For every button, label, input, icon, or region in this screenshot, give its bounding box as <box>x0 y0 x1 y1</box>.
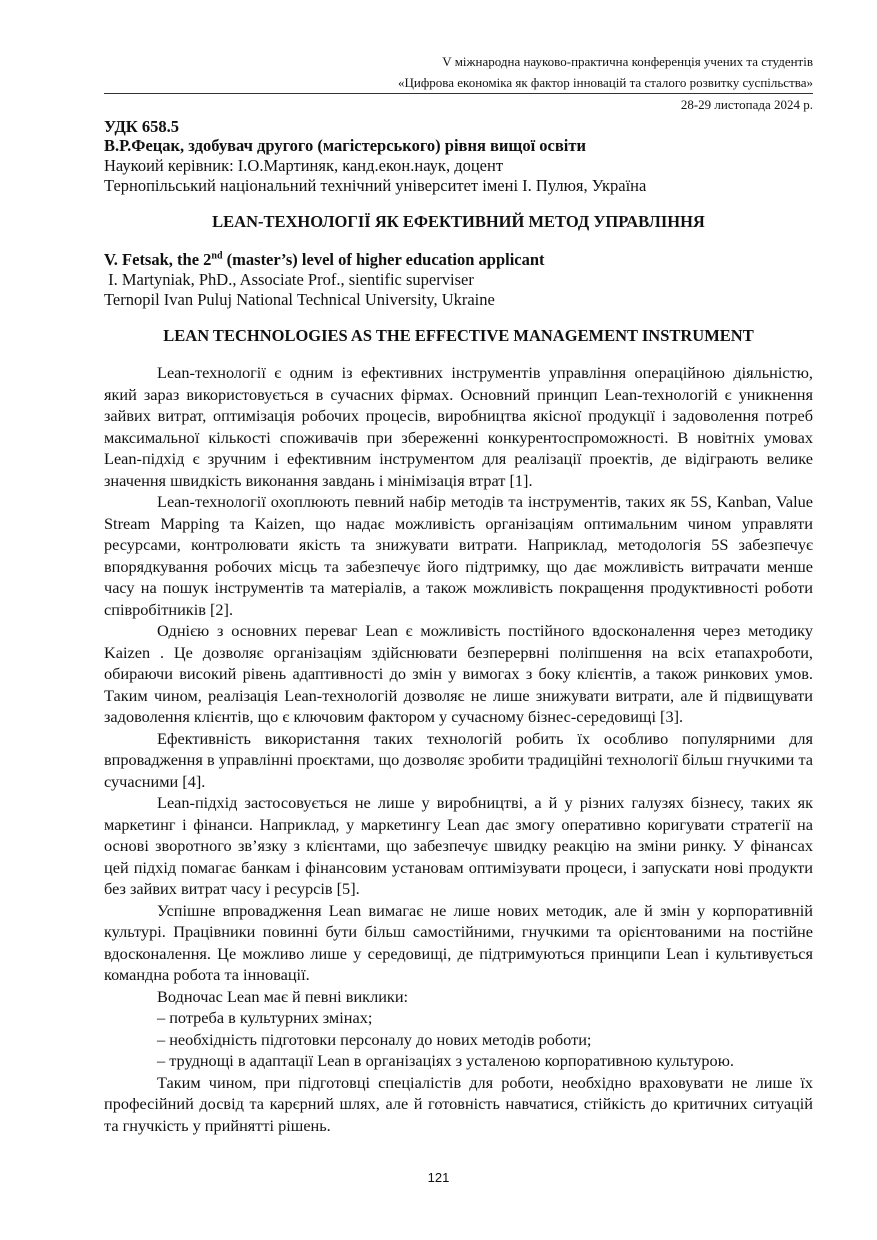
header-divider <box>104 93 813 94</box>
conference-theme: «Цифрова економіка як фактор інновацій та сталого розвитку суспільства» <box>398 75 813 90</box>
paragraph: Однією з основних переваг Lean є можливість постійного вдосконалення через методику Kaizen . Це дозволяє організаціям здійснювати безперервні поліпшення на всіх етапахроботи, обираючи високий рівень адаптивності до змін у вимогах з боку клієнтів, а також ринкових умов. Таким чином, реалізація Lean-технологій дозволяє не лише знижувати витрати, але й підвищувати задоволення клієнтів, що є ключовим фактором у сучасному бізнес-середовищі [3]. <box>104 621 813 726</box>
paragraph: Ефективність використання таких технологій робить їх особливо популярними для впровадження в управлінні проєктами, що дозволяє зробити традиційні технології більш гнучкими та сучасними [4]. <box>104 728 813 791</box>
list-item: – труднощі в адаптації Lean в організаціях з усталеною корпоративною культурою. <box>157 1051 734 1070</box>
paragraph: Lean-технології охоплюють певний набір методів та інструментів, таких як 5S, Kanban, Value Stream Mapping та Kaizen, що надає можливість організаціям оптимальним чином управляти ресурсами, контролювати якість та знижувати витрати. Наприклад, методологія 5S забезпечує впорядкування робочих місць та забезпечує його підтримку, що дає можливість витрачати менше часу на пошук інструментів та матеріалів, а також можливість покращення продуктивності роботи співробітників [2]. <box>104 492 813 619</box>
author-en-ordinal: nd <box>211 250 223 262</box>
udk-code: УДК 658.5 <box>104 117 180 136</box>
paragraph: Lean-технології є одним із ефективних інструментів управління операційною діяльністю, який зараз використовується в сучасних фірмах. Основний принцип Lean-технологій є уникнення зайвих витрат, оптимізація робочих процесів, виробництва якісної продукції і задоволення потреб максимальної кількості споживачів при збереженні конкурентоспроможності. В новітніх умовах Lean-підхід є зручним і ефективним інструментом для реалізації проектів, де відіграють велике значення швидкість виконання завдань і мінімізація втрат [1]. <box>104 363 813 490</box>
paragraph: Lean-підхід застосовується не лише у виробництві, а й у різних галузях бізнесу, таких як маркетинг і фінанси. Наприклад, у маркетингу Lean дає змогу оперативно коригувати стратегії на основі зворотного зв’язку з клієнтами, що забезпечує швидку реакцію на зміни ринку. У фінансах цей підхід помагає банкам і фінансовим установам оптимізувати процеси, і запускати нові продукти без зайвих витрат часу і ресурсів [5]. <box>104 793 813 898</box>
title-en: LEAN TECHNOLOGIES AS THE EFFECTIVE MANAGEMENT INSTRUMENT <box>163 326 754 345</box>
author-ua: В.Р.Фецак, здобувач другого (магістерського) рівня вищої освіти <box>104 136 586 155</box>
author-en-suffix: (master’s) level of higher education applicant <box>222 250 545 269</box>
article-body <box>104 362 813 1136</box>
conference-date: 28-29 листопада 2024 р. <box>680 97 813 112</box>
university-en: Ternopil Ivan Puluj National Technical University, Ukraine <box>104 290 495 309</box>
page-number: 121 <box>427 1170 450 1185</box>
author-en <box>104 250 813 270</box>
author-en-prefix: V. Fetsak, the 2 <box>104 250 212 269</box>
supervisor-en: I. Martyniak, PhD., Associate Prof., sientific superviser <box>104 270 474 289</box>
list-item: – потреба в культурних змінах; <box>157 1008 373 1027</box>
conference-name: V міжнародна науково-практична конференція учених та студентів <box>442 54 813 69</box>
title-ua: LEAN-ТЕХНОЛОГІЇ ЯК ЕФЕКТИВНИЙ МЕТОД УПРАВЛІННЯ <box>212 212 705 231</box>
paragraph: Водночас Lean має й певні виклики: <box>157 986 409 1006</box>
supervisor-ua: Наукоий керівник: І.О.Мартиняк, канд.екон.наук, доцент <box>104 156 504 175</box>
conclusion-paragraph: Таким чином, при підготовці спеціалістів для роботи, необхідно враховувати не лише їх професійний досвід та карєрний шлях, але й готовність навчатися, стійкість до критичних ситуацій та гнучкість у прийнятті рішень. <box>104 1072 813 1135</box>
paragraph: Успішне впровадження Lean вимагає не лише нових методик, але й змін у корпоративній культурі. Працівники повинні бути більш самостійними, гнучкими та орієнтованими на постійне вдосконалення. Це можливо лише у середовищі, де підтримуються принципи Lean і культивується командна робота та інновації. <box>104 900 813 984</box>
university-ua: Тернопільський національний технічний університет імені І. Пулюя, Україна <box>104 176 647 195</box>
list-item: – необхідність підготовки персоналу до нових методів роботи; <box>157 1029 592 1049</box>
